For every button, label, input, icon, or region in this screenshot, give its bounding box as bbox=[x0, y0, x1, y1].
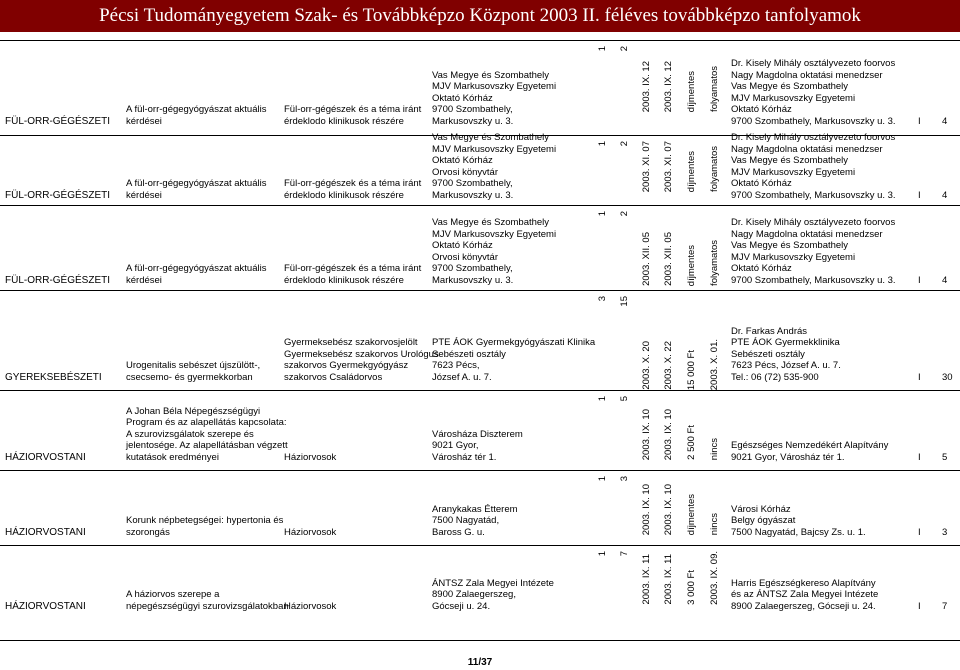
end-date-cell: 2003. IX. 11 bbox=[663, 554, 674, 605]
start-date-cell: 2003. XII. 05 bbox=[641, 232, 652, 286]
course-count-cell: 5 bbox=[942, 451, 948, 463]
course-type-cell: I bbox=[918, 371, 921, 383]
venue-cell: PTE ÁOK Gyermekgyógyászati Klinika Sebészeti osztály 7623 Pécs, József A. u. 7. bbox=[432, 337, 596, 383]
day-count-cell: 2 bbox=[619, 46, 630, 52]
deadline-cell: nincs bbox=[709, 512, 720, 535]
start-date-cell: 2003. XI. 07 bbox=[641, 140, 652, 192]
day-start-cell: 1 bbox=[597, 476, 608, 482]
venue-cell: Aranykakas Étterem 7500 Nagyatád, Baross G. u. bbox=[432, 503, 518, 538]
deadline-cell: nincs bbox=[709, 437, 720, 460]
course-count-cell: 4 bbox=[942, 115, 948, 127]
course-count-cell: 7 bbox=[942, 600, 948, 612]
end-date-cell: 2003. XI. 07 bbox=[663, 140, 674, 192]
day-start-cell: 3 bbox=[597, 296, 608, 302]
course-type-cell: I bbox=[918, 451, 921, 463]
end-date-cell: 2003. IX. 12 bbox=[663, 60, 674, 112]
contact-cell: Harris Egészségkereso Alapítvány és az ÁNTSZ Zala Megyei Intézete 8900 Zalaegerszeg, Gócseji u. 24. bbox=[731, 577, 879, 612]
deadline-cell: folyamatos bbox=[709, 66, 720, 112]
fee-cell: 2 500 Ft bbox=[686, 425, 697, 460]
day-start-cell: 1 bbox=[597, 46, 608, 52]
deadline-cell: 2003. IX. 09. bbox=[709, 551, 720, 605]
target-cell: Háziorvosok bbox=[284, 600, 337, 612]
contact-cell: Dr. Kisely Mihály osztályvezeto foorvos Nagy Magdolna oktatási menedzser Vas Megye és Szombathely MJV Markusovszky Egyetemi Oktató Kórház 9700 Szombathely, Markusovszky u. 3. bbox=[731, 217, 896, 286]
topic-cell: A háziorvos szerepe a népegészségügyi szurovizsgálatokban bbox=[126, 589, 289, 612]
start-date-cell: 2003. IX. 11 bbox=[641, 554, 652, 605]
venue-cell: Városháza Diszterem 9021 Gyor, Városház tér 1. bbox=[432, 428, 523, 463]
course-type-cell: I bbox=[918, 600, 921, 612]
contact-cell: Dr. Farkas András PTE ÁOK Gyermekklinika Sebészeti osztály 7623 Pécs, József A. u. 7. Tel.: 06 (72) 535-900 bbox=[731, 325, 841, 383]
day-start-cell: 1 bbox=[597, 396, 608, 402]
day-count-cell: 15 bbox=[619, 296, 630, 307]
fee-cell: díjmentes bbox=[686, 150, 697, 192]
deadline-cell: folyamatos bbox=[709, 146, 720, 192]
contact-cell: Dr. Kisely Mihály osztályvezeto foorvos Nagy Magdolna oktatási menedzser Vas Megye és Szombathely MJV Markusovszky Egyetemi Oktató Kórház 9700 Szombathely, Markusovszky u. 3. bbox=[731, 58, 896, 127]
course-type-cell: I bbox=[918, 274, 921, 286]
row-separator bbox=[0, 40, 960, 41]
start-date-cell: 2003. IX. 10 bbox=[641, 483, 652, 535]
course-type-cell: I bbox=[918, 189, 921, 201]
fee-cell: 15 000 Ft bbox=[686, 349, 697, 390]
course-count-cell: 3 bbox=[942, 526, 948, 538]
specialty-cell: FÜL-ORR-GÉGÉSZETI bbox=[5, 274, 111, 286]
page-number: 11/37 bbox=[467, 657, 493, 668]
day-start-cell: 1 bbox=[597, 141, 608, 147]
specialty-cell: GYEREKSEBÉSZETI bbox=[5, 371, 102, 383]
venue-cell: ÁNTSZ Zala Megyei Intézete 8900 Zalaegerszeg, Gócseji u. 24. bbox=[432, 577, 554, 612]
topic-cell: A Johan Béla Népegészségügyi Program és az alapellátás kapcsolata: A szurovizsgálatok szerepe és jelentosége. Az alapellátásban végzett kutatások eredményei bbox=[126, 405, 288, 463]
target-cell: Fül-orr-gégészek és a téma iránt érdeklodo klinikusok részére bbox=[284, 263, 422, 286]
row-separator bbox=[0, 545, 960, 546]
start-date-cell: 2003. IX. 10 bbox=[641, 408, 652, 460]
target-cell: Fül-orr-gégészek és a téma iránt érdeklodo klinikusok részére bbox=[284, 178, 422, 201]
deadline-cell: 2003. X. 01. bbox=[709, 338, 720, 390]
end-date-cell: 2003. IX. 10 bbox=[663, 408, 674, 460]
deadline-cell: folyamatos bbox=[709, 240, 720, 286]
day-count-cell: 7 bbox=[619, 551, 630, 557]
fee-cell: 3 000 Ft bbox=[686, 570, 697, 605]
target-cell: Gyermeksebész szakorvosjelölt Gyermeksebész szakorvos Urológus szakorvos Gyermekgyógyász szakorvos Családorvos bbox=[284, 337, 439, 383]
contact-cell: Egészséges Nemzedékért Alapítvány 9021 Gyor, Városház tér 1. bbox=[731, 440, 889, 463]
day-start-cell: 1 bbox=[597, 211, 608, 217]
start-date-cell: 2003. X. 20 bbox=[641, 341, 652, 390]
venue-cell: Vas Megye és Szombathely MJV Markusovszky Egyetemi Oktató Kórház Orvosi könyvtár 9700 Szombathely, Markusovszky u. 3. bbox=[432, 217, 557, 286]
day-count-cell: 3 bbox=[619, 476, 630, 482]
specialty-cell: HÁZIORVOSTANI bbox=[5, 600, 86, 612]
fee-cell: díjmentes bbox=[686, 70, 697, 112]
end-date-cell: 2003. IX. 10 bbox=[663, 483, 674, 535]
row-separator bbox=[0, 390, 960, 391]
topic-cell: A fül-orr-gégegyógyászat aktuális kérdései bbox=[126, 263, 267, 286]
contact-cell: Városi Kórház Belgy ógyászat 7500 Nagyatád, Bajcsy Zs. u. 1. bbox=[731, 503, 866, 538]
day-count-cell: 5 bbox=[619, 396, 630, 402]
target-cell: Háziorvosok bbox=[284, 526, 337, 538]
fee-cell: díjmentes bbox=[686, 493, 697, 535]
topic-cell: Korunk népbetegségei: hypertonia és szorongás bbox=[126, 515, 284, 538]
target-cell: Fül-orr-gégészek és a téma iránt érdeklodo klinikusok részére bbox=[284, 104, 422, 127]
course-type-cell: I bbox=[918, 115, 921, 127]
day-start-cell: 1 bbox=[597, 551, 608, 557]
contact-cell: Dr. Kisely Mihály osztályvezeto foorvos Nagy Magdolna oktatási menedzser Vas Megye és Szombathely MJV Markusovszky Egyetemi Oktató Kórház 9700 Szombathely, Markusovszky u. 3. bbox=[731, 132, 896, 201]
end-date-cell: 2003. XII. 05 bbox=[663, 232, 674, 286]
topic-cell: A fül-orr-gégegyógyászat aktuális kérdései bbox=[126, 178, 267, 201]
topic-cell: A fül-orr-gégegyógyászat aktuális kérdései bbox=[126, 104, 267, 127]
venue-cell: Vas Megye és Szombathely MJV Markusovszky Egyetemi Oktató Kórház Orvosi könyvtár 9700 Szombathely, Markusovszky u. 3. bbox=[432, 132, 557, 201]
specialty-cell: HÁZIORVOSTANI bbox=[5, 451, 86, 463]
page-title: Pécsi Tudományegyetem Szak- és Továbbképzo Központ 2003 II. féléves továbbképzo tanfolyamok bbox=[0, 0, 960, 32]
target-cell: Háziorvosok bbox=[284, 451, 337, 463]
row-separator bbox=[0, 290, 960, 291]
course-count-cell: 4 bbox=[942, 274, 948, 286]
specialty-cell: FÜL-ORR-GÉGÉSZETI bbox=[5, 115, 111, 127]
topic-cell: Urogenitalis sebészet újszülött-, csecsemo- és gyermekkorban bbox=[126, 360, 261, 383]
course-count-cell: 30 bbox=[942, 371, 953, 383]
course-count-cell: 4 bbox=[942, 189, 948, 201]
day-count-cell: 2 bbox=[619, 141, 630, 147]
course-type-cell: I bbox=[918, 526, 921, 538]
fee-cell: díjmentes bbox=[686, 244, 697, 286]
specialty-cell: FÜL-ORR-GÉGÉSZETI bbox=[5, 189, 111, 201]
start-date-cell: 2003. IX. 12 bbox=[641, 60, 652, 112]
specialty-cell: HÁZIORVOSTANI bbox=[5, 526, 86, 538]
venue-cell: Vas Megye és Szombathely MJV Markusovszky Egyetemi Oktató Kórház 9700 Szombathely, Markusovszky u. 3. bbox=[432, 69, 557, 127]
end-date-cell: 2003. X. 22 bbox=[663, 341, 674, 390]
row-separator bbox=[0, 470, 960, 471]
row-separator bbox=[0, 205, 960, 206]
row-separator bbox=[0, 640, 960, 641]
day-count-cell: 2 bbox=[619, 211, 630, 217]
